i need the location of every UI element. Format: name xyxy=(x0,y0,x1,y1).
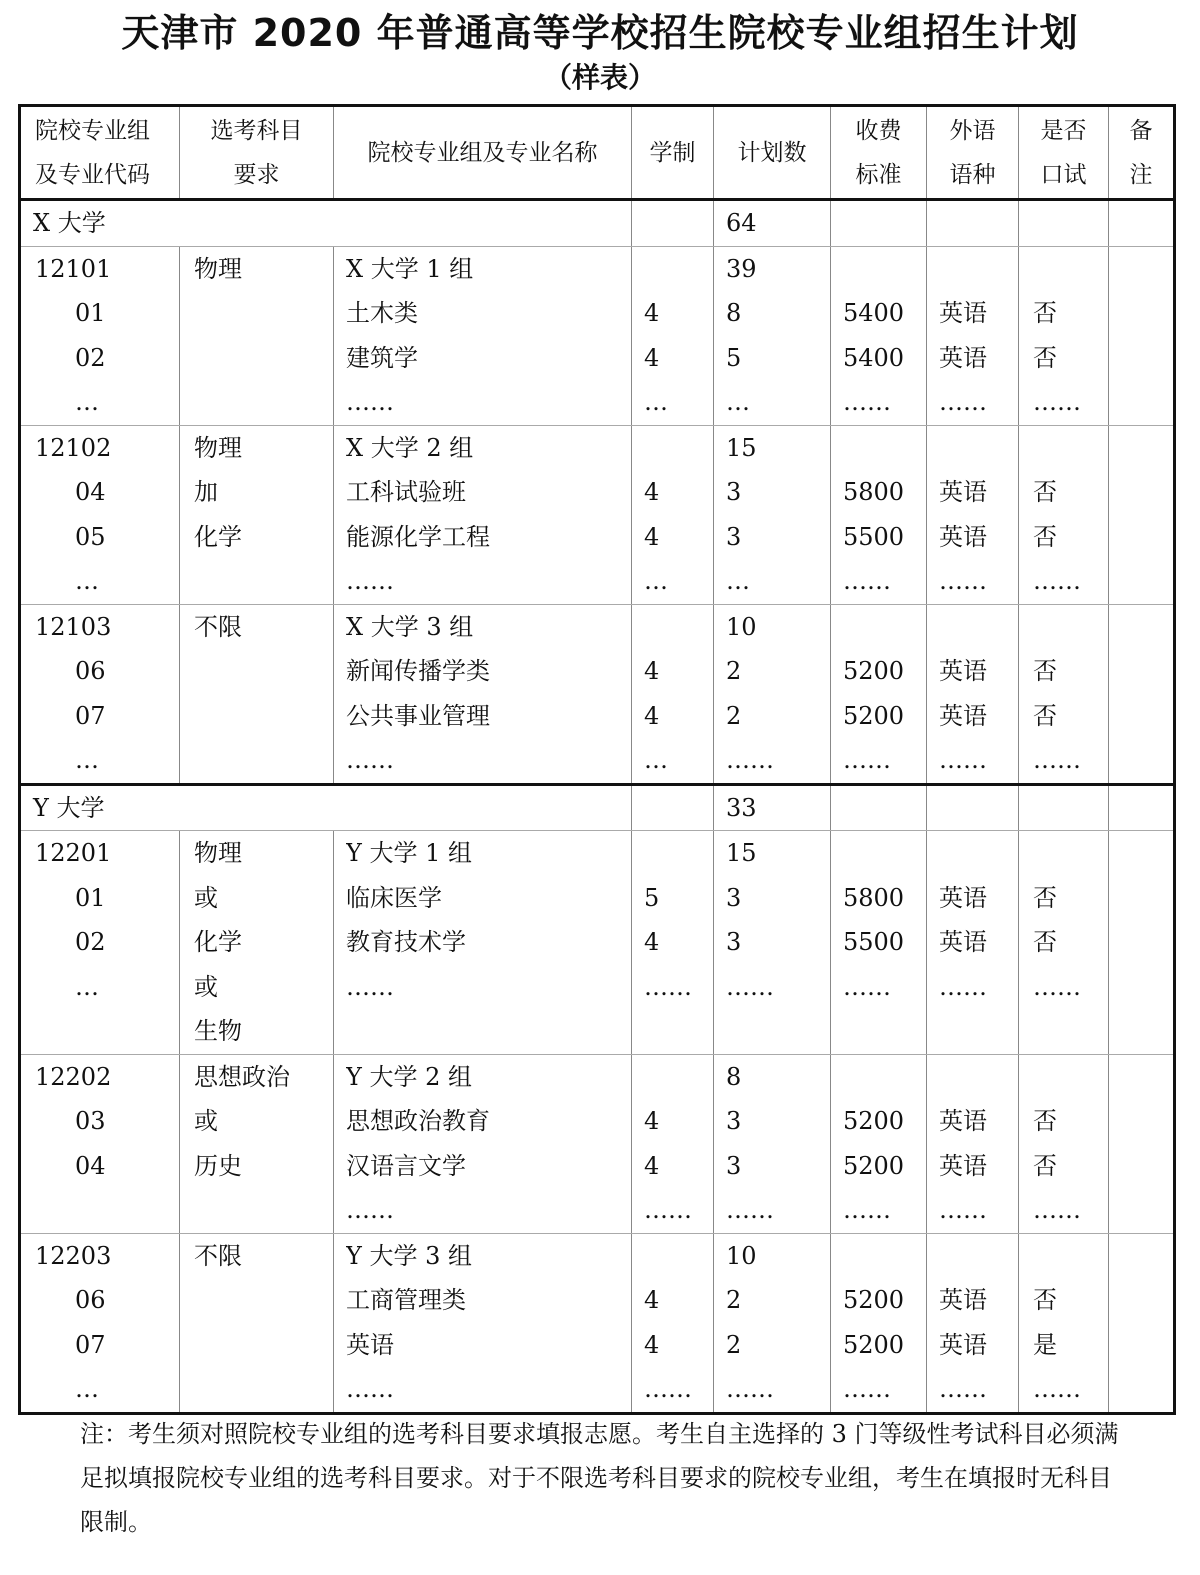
study-years: … xyxy=(644,388,668,416)
study-years: 4 xyxy=(644,478,660,506)
oral-exam xyxy=(1033,247,1108,292)
major-name: 临床医学 xyxy=(346,883,442,912)
school-row xyxy=(20,200,1175,247)
group-code: 07 xyxy=(75,701,106,730)
subject-requirement: 或 xyxy=(194,883,218,912)
oral-exam: …… xyxy=(1033,972,1081,1001)
major-name: Y 大学 1 组 xyxy=(346,839,472,867)
study-years: 4 xyxy=(644,701,660,730)
study-years xyxy=(644,605,713,650)
school-row xyxy=(20,784,1175,831)
tuition-fee: …… xyxy=(843,746,891,774)
study-years: 4 xyxy=(644,343,660,372)
tuition-fee: 5200 xyxy=(843,1330,905,1359)
oral-exam xyxy=(1033,1234,1108,1279)
tuition-fee xyxy=(843,426,926,471)
foreign-language: 英语 xyxy=(939,1107,987,1135)
major-name: 能源化学工程 xyxy=(346,522,490,551)
oral-exam: 否 xyxy=(1033,343,1057,372)
col-header-fee: 收费 标准 xyxy=(831,106,927,200)
group-code: … xyxy=(75,567,99,595)
study-years xyxy=(644,1055,713,1100)
remark-cell xyxy=(1109,604,1175,784)
group-code: 02 xyxy=(75,343,106,372)
foreign-language: 英语 xyxy=(939,478,987,506)
tuition-fee: …… xyxy=(843,567,891,595)
oral-exam: …… xyxy=(1033,388,1081,416)
foreign-language: 英语 xyxy=(939,883,987,912)
study-years xyxy=(644,1234,713,1279)
group-code xyxy=(35,1188,179,1233)
plan-count: …… xyxy=(726,972,774,1001)
plan-count: 2 xyxy=(726,1330,742,1359)
group-row xyxy=(20,604,1175,784)
tuition-fee: …… xyxy=(843,1375,891,1403)
group-row xyxy=(20,1054,1175,1233)
subject-requirement: 不限 xyxy=(194,1241,242,1270)
plan-count: …… xyxy=(726,1196,774,1224)
subject-requirement: 物理 xyxy=(194,839,242,867)
oral-exam: 否 xyxy=(1033,478,1057,506)
major-name: 思想政治教育 xyxy=(346,1107,490,1135)
plan-count: 3 xyxy=(726,478,742,506)
group-code: 05 xyxy=(75,522,106,551)
foreign-language: 英语 xyxy=(939,928,987,956)
study-years: 4 xyxy=(644,522,660,551)
major-name: …… xyxy=(346,1375,394,1403)
subject-requirement: 思想政治 xyxy=(194,1062,290,1091)
major-name: Y 大学 2 组 xyxy=(346,1062,472,1091)
plan-count: 10 xyxy=(726,612,757,641)
oral-exam: 否 xyxy=(1033,522,1057,551)
group-code: 12103 xyxy=(35,612,112,641)
oral-exam: 否 xyxy=(1033,1151,1057,1180)
plan-count: 2 xyxy=(726,1286,742,1314)
tuition-fee xyxy=(843,605,926,650)
foreign-language: 英语 xyxy=(939,522,987,551)
footnote: 注：考生须对照院校专业组的选考科目要求填报志愿。考生自主选择的 3 门等级性考试科目必须满足拟填报院校专业组的选考科目要求。对于不限选考科目要求的院校专业组，考生在填报时无科目限制。 xyxy=(80,1420,1119,1536)
foreign-language: …… xyxy=(939,1196,987,1224)
subject-requirement: 生物 xyxy=(194,1017,242,1045)
foreign-language: 英语 xyxy=(939,657,987,685)
foreign-language xyxy=(939,605,1018,650)
major-name: X 大学 3 组 xyxy=(346,612,474,641)
oral-exam: 否 xyxy=(1033,1286,1057,1314)
study-years: 4 xyxy=(644,1330,660,1359)
oral-exam xyxy=(1033,831,1108,876)
oral-exam xyxy=(1033,605,1108,650)
study-years: …… xyxy=(644,972,692,1001)
major-name: Y 大学 3 组 xyxy=(346,1241,472,1270)
group-row xyxy=(20,246,1175,425)
tuition-fee: 5500 xyxy=(843,928,905,956)
plan-count: 3 xyxy=(726,1151,742,1180)
foreign-language xyxy=(939,831,1018,876)
tuition-fee xyxy=(843,247,926,292)
tuition-fee: 5400 xyxy=(843,299,905,327)
tuition-fee xyxy=(843,1055,926,1100)
group-code: 06 xyxy=(75,657,106,685)
oral-exam: 否 xyxy=(1033,928,1057,956)
group-row xyxy=(20,831,1175,1055)
page-subtitle: （样表） xyxy=(543,61,656,94)
foreign-language: 英语 xyxy=(939,701,987,730)
major-name: 教育技术学 xyxy=(346,928,466,956)
col-header-name: 院校专业组及专业名称 xyxy=(334,106,632,200)
col-header-remark: 备 注 xyxy=(1109,106,1175,200)
col-header-code: 院校专业组 及专业代码 xyxy=(20,106,180,200)
foreign-language: 英语 xyxy=(939,1286,987,1314)
col-header-subjects: 选考科目 要求 xyxy=(180,106,334,200)
group-code: 06 xyxy=(75,1286,106,1314)
plan-count: 15 xyxy=(726,433,757,462)
oral-exam xyxy=(1033,1055,1108,1100)
foreign-language: …… xyxy=(939,388,987,416)
foreign-language: …… xyxy=(939,567,987,595)
subject-requirement: 物理 xyxy=(194,433,242,462)
study-years: …… xyxy=(644,1375,692,1403)
study-years: 4 xyxy=(644,1107,660,1135)
subject-requirement: 化学 xyxy=(194,522,242,551)
major-name: 土木类 xyxy=(346,299,418,327)
foreign-language xyxy=(939,1234,1018,1279)
foreign-language: 英语 xyxy=(939,299,987,327)
group-code: … xyxy=(75,1375,99,1403)
plan-count: 3 xyxy=(726,883,742,912)
subject-requirement: 加 xyxy=(194,478,218,506)
remark-cell xyxy=(1109,1233,1175,1413)
tuition-fee: 5200 xyxy=(843,657,905,685)
group-code: 03 xyxy=(75,1107,106,1135)
study-years: 4 xyxy=(644,299,660,327)
foreign-language: 英语 xyxy=(939,1151,987,1180)
remark-cell xyxy=(1109,831,1175,1055)
oral-exam: …… xyxy=(1033,1375,1081,1403)
foreign-language: …… xyxy=(939,1375,987,1403)
subject-requirement: 物理 xyxy=(194,254,242,283)
oral-exam: …… xyxy=(1033,1196,1081,1224)
tuition-fee: 5200 xyxy=(843,1107,905,1135)
plan-count: 8 xyxy=(726,299,742,327)
group-code: 02 xyxy=(75,928,106,956)
plan-count: 15 xyxy=(726,839,757,867)
major-name: X 大学 1 组 xyxy=(346,254,474,283)
major-name: 公共事业管理 xyxy=(346,701,490,730)
remark-cell xyxy=(1109,246,1175,425)
oral-exam: 否 xyxy=(1033,1107,1057,1135)
major-name: …… xyxy=(346,972,394,1001)
major-name: …… xyxy=(346,388,394,416)
group-code: 12203 xyxy=(35,1241,112,1270)
tuition-fee: 5800 xyxy=(843,883,905,912)
study-years: …… xyxy=(644,1196,692,1224)
foreign-language xyxy=(939,247,1018,292)
group-row xyxy=(20,1233,1175,1413)
study-years: 4 xyxy=(644,657,660,685)
plan-count: …… xyxy=(726,1375,774,1403)
foreign-language: …… xyxy=(939,746,987,774)
oral-exam xyxy=(1033,426,1108,471)
study-years xyxy=(644,831,713,876)
oral-exam: 否 xyxy=(1033,299,1057,327)
tuition-fee: 5200 xyxy=(843,701,905,730)
major-name: 工科试验班 xyxy=(346,478,466,506)
group-code: 12201 xyxy=(35,839,112,867)
col-header-years: 学制 xyxy=(632,106,714,200)
oral-exam: 否 xyxy=(1033,701,1057,730)
remark-cell xyxy=(1109,1054,1175,1233)
group-code: 12101 xyxy=(35,254,112,283)
major-name: 汉语言文学 xyxy=(346,1151,466,1180)
plan-count: … xyxy=(726,388,750,416)
page-title: 天津市 2020 年普通高等学校招生院校专业组招生计划 xyxy=(121,11,1079,55)
group-code: 01 xyxy=(75,883,106,912)
plan-count: 5 xyxy=(726,343,742,372)
tuition-fee: 5200 xyxy=(843,1286,905,1314)
header-row xyxy=(20,106,1175,200)
plan-count: 10 xyxy=(726,1241,757,1270)
group-row xyxy=(20,425,1175,604)
group-code: 12102 xyxy=(35,433,112,462)
major-name: 英语 xyxy=(346,1330,394,1359)
tuition-fee: 5400 xyxy=(843,343,905,372)
major-name: 建筑学 xyxy=(346,343,418,372)
plan-count: 3 xyxy=(726,928,742,956)
major-name: 新闻传播学类 xyxy=(346,657,490,685)
col-header-language: 外语 语种 xyxy=(927,106,1019,200)
plan-count: 2 xyxy=(726,657,742,685)
tuition-fee xyxy=(843,831,926,876)
plan-count: … xyxy=(726,567,750,595)
major-name: X 大学 2 组 xyxy=(346,433,474,462)
major-name: …… xyxy=(346,1196,394,1224)
subject-requirement: 不限 xyxy=(194,612,242,641)
foreign-language: 英语 xyxy=(939,1330,987,1359)
study-years: … xyxy=(644,567,668,595)
plan-count: …… xyxy=(726,746,774,774)
study-years: 5 xyxy=(644,883,660,912)
foreign-language xyxy=(939,426,1018,471)
oral-exam: 否 xyxy=(1033,657,1057,685)
group-code: … xyxy=(75,972,99,1001)
tuition-fee: 5500 xyxy=(843,522,905,551)
major-name: …… xyxy=(346,567,394,595)
tuition-fee: …… xyxy=(843,388,891,416)
tuition-fee: 5800 xyxy=(843,478,905,506)
oral-exam: 是 xyxy=(1033,1330,1057,1359)
school-name: Y 大学 xyxy=(33,793,105,822)
study-years: … xyxy=(644,746,668,774)
subject-requirement: 历史 xyxy=(194,1151,242,1180)
foreign-language: …… xyxy=(939,972,987,1001)
plan-count: 3 xyxy=(726,1107,742,1135)
study-years xyxy=(644,247,713,292)
foreign-language xyxy=(939,1055,1018,1100)
plan-count: 39 xyxy=(726,254,757,283)
school-plan-total: 33 xyxy=(726,793,757,822)
tuition-fee: 5200 xyxy=(843,1151,905,1180)
tuition-fee: …… xyxy=(843,972,891,1001)
major-name: …… xyxy=(346,746,394,774)
remark-cell xyxy=(1109,425,1175,604)
col-header-oral: 是否 口试 xyxy=(1019,106,1109,200)
study-years: 4 xyxy=(644,928,660,956)
oral-exam: …… xyxy=(1033,567,1081,595)
group-code: 04 xyxy=(75,1151,106,1180)
enrollment-plan-table xyxy=(18,104,1176,1415)
group-code: 01 xyxy=(75,299,106,327)
subject-requirement: 化学 xyxy=(194,928,242,956)
tuition-fee: …… xyxy=(843,1196,891,1224)
oral-exam: …… xyxy=(1033,746,1081,774)
group-code: 12202 xyxy=(35,1062,112,1091)
group-code: … xyxy=(75,388,99,416)
school-plan-total: 64 xyxy=(726,209,757,237)
subject-requirement: 或 xyxy=(194,1107,218,1135)
col-header-plan: 计划数 xyxy=(714,106,831,200)
plan-count: 3 xyxy=(726,522,742,551)
school-name: X 大学 xyxy=(33,209,106,237)
subject-requirement: 或 xyxy=(194,972,218,1001)
plan-count: 2 xyxy=(726,701,742,730)
group-code: 04 xyxy=(75,478,106,506)
foreign-language: 英语 xyxy=(939,343,987,372)
plan-count: 8 xyxy=(726,1062,742,1091)
tuition-fee xyxy=(843,1234,926,1279)
study-years: 4 xyxy=(644,1286,660,1314)
oral-exam: 否 xyxy=(1033,883,1057,912)
group-code: 07 xyxy=(75,1330,106,1359)
study-years xyxy=(644,426,713,471)
group-code: … xyxy=(75,746,99,774)
major-name: 工商管理类 xyxy=(346,1286,466,1314)
study-years: 4 xyxy=(644,1151,660,1180)
